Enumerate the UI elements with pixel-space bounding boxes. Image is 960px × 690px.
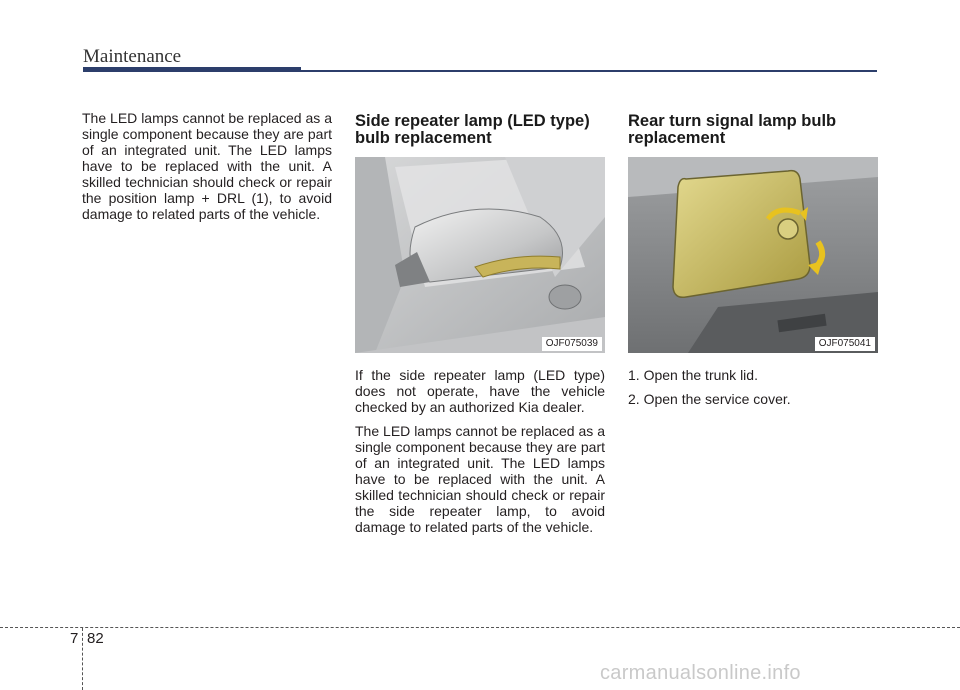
column-2 [355,110,605,543]
rear-turn-signal-heading: Rear turn signal lamp bulb replacement [628,112,837,147]
side-repeater-paragraph-2: The LED lamps cannot be replaced as a single component because they are part of an integrated unit. The LED lamps have to be replaced with the unit. A skilled technician should check or repair the side repeater lamp, to avoid damage to related parts of the vehicle. [355,423,605,535]
figure-code: OJF075041 [815,337,875,351]
chapter-number: 7 [70,630,79,647]
section-title: Maintenance [83,46,182,67]
led-paragraph: The LED lamps cannot be replaced as a single component because they are part of an integrated unit. The LED lamps have to be replaced with the unit. A skilled technician should check or repair the position lamp + DRL (1), to avoid damage to related parts of the vehicle. [82,110,332,222]
page-number: 82 [87,630,104,647]
column-3 [628,110,878,415]
trunk-service-cover-illustration [628,157,878,353]
header-rule-thick [83,67,301,72]
column-1 [82,110,332,230]
service-cover-drawing [628,157,878,353]
watermark: carmanualsonline.info [600,662,801,684]
side-repeater-paragraph-1: If the side repeater lamp (LED type) does not operate, have the vehicle checked by an authorized Kia dealer. [355,367,605,415]
side-mirror-illustration [355,157,605,353]
side-repeater-heading: Side repeater lamp (LED type) bulb replacement [355,112,590,147]
step-1: 1. Open the trunk lid. [628,367,758,383]
header-rule-thin [301,70,877,72]
step-2: 2. Open the service cover. [628,391,791,407]
footer-vertical-divider [82,628,83,690]
footer-divider [0,627,960,628]
side-mirror-drawing [355,157,605,353]
figure-code: OJF075039 [542,337,602,351]
